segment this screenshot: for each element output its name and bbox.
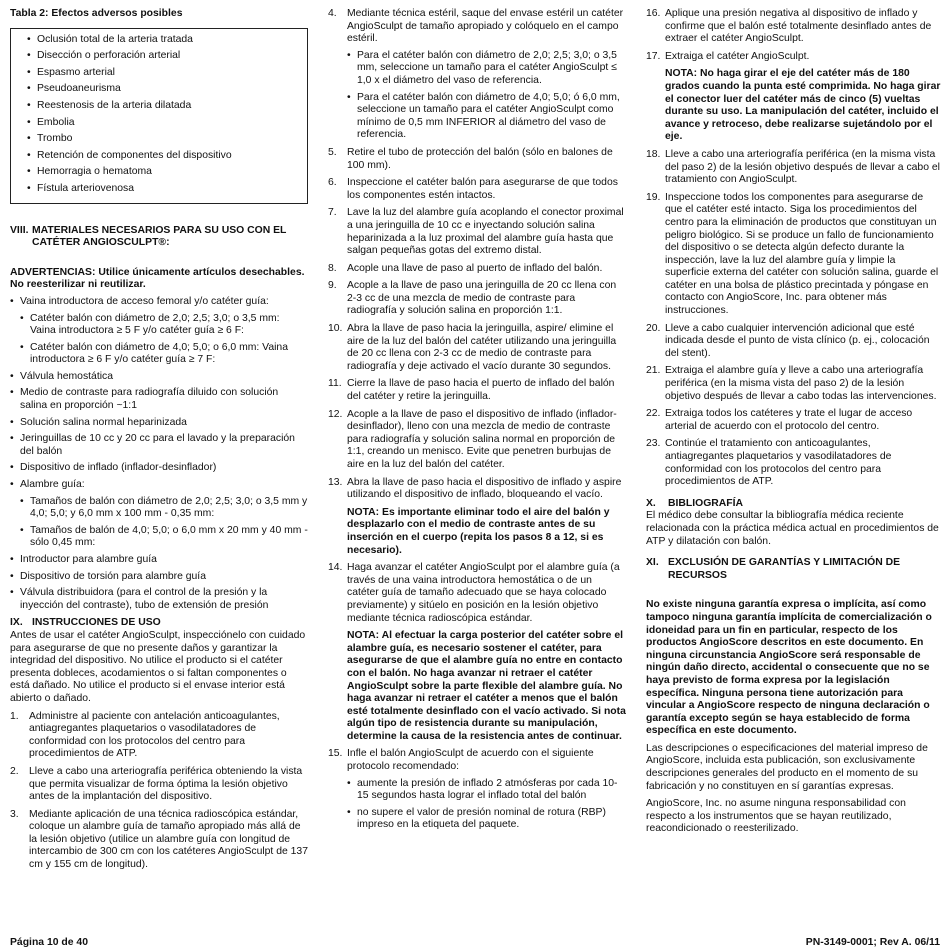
section-8-heading	[10, 225, 308, 250]
step-item	[328, 147, 626, 172]
section-number: IX.	[10, 617, 23, 629]
section-9-heading	[10, 617, 308, 630]
step-text: Extraiga el catéter AngioSculpt.	[665, 50, 810, 62]
list-item: • Pseudoaneurisma	[27, 81, 307, 98]
list-item: • Vaina introductora de acceso femoral y/o catéter guía:	[10, 296, 308, 309]
step-item	[646, 149, 942, 187]
section-title: BIBLIOGRAFÍA	[668, 497, 744, 509]
step-item	[328, 378, 626, 403]
step-number: 11.	[328, 378, 342, 390]
section-title: EXCLUSIÓN DE GARANTÍAS Y LIMITACIÓN DE RECURSOS	[668, 557, 901, 581]
list-item: • Medio de contraste para radiografía diluido con solución salina en proporción ~1:1	[10, 387, 308, 412]
step-number: 10.	[328, 323, 343, 335]
step-item	[646, 192, 942, 318]
step-number: 4.	[328, 8, 337, 19]
section-11-paragraph: AngioScore, Inc. no asume ninguna responsabilidad con respecto a los instrumentos que se hayan reutilizado, reacondicionado o reesterilizado.	[646, 798, 906, 835]
step-number: 19.	[646, 191, 661, 203]
step-text: Retire el tubo de protección del balón (sólo en balones de 100 mm).	[347, 146, 613, 171]
list-item: • Dispositivo de inflado (inflador-desinflador)	[10, 462, 308, 475]
step-item	[10, 711, 308, 761]
step-number: 17.	[646, 50, 661, 62]
step-text: Inspeccione todos los componentes para asegurarse de que el catéter esté intacto. Siga los procedimientos del centro para la eliminación de productos que constituyan un peligro biológico. Si se produce un fallo de funcionamiento del dispositivo o se detecta algún defecto durante la inspección, lave la luz del alambre guía y limpie la superficie externa del catéter con solución salina, guarde el catéter en una bolsa de plástico precintada y póngase en contacto con AngioScore, Inc. para obtener más instrucciones.	[665, 191, 939, 317]
step-text: Continúe el tratamiento con anticoagulantes, antiagregantes plaquetarios y vasodilatadores de conformidad con los protocolos del centro para procedimientos de ATP.	[665, 438, 892, 488]
step-subitem: • Para el catéter balón con diámetro de 2,0; 2,5; 3,0; o 3,5 mm, seleccione un tamaño para el catéter AngioSculpt ≤ 1,0 x el diámetro del vaso de referencia.	[347, 50, 626, 88]
step-item	[328, 477, 626, 558]
column-3	[646, 8, 942, 836]
list-item: • Válvula hemostática	[10, 371, 308, 384]
step-item	[646, 438, 942, 488]
list-item: • Retención de componentes del dispositivo	[27, 148, 307, 165]
column-1	[10, 8, 308, 872]
step-item	[328, 280, 626, 318]
step-item	[646, 8, 942, 46]
table2-title: Tabla 2: Efectos adversos posibles	[10, 8, 183, 19]
step-item	[328, 748, 626, 832]
step-text: Acople una llave de paso al puerto de inflado del balón.	[347, 262, 603, 274]
step-text: Acople a la llave de paso una jeringuilla de 20 cc llena con 2-3 cc de una mezcla de medio de contraste para radiografía y solución salina en proporción 1:1.	[347, 280, 617, 317]
step-number: 23.	[646, 438, 661, 450]
step-number: 2.	[10, 765, 19, 777]
section-number: XI.	[646, 557, 659, 569]
materials-list	[10, 296, 308, 612]
list-item: • Oclusión total de la arteria tratada	[27, 32, 307, 49]
step-item	[646, 365, 942, 403]
step-number: 16.	[646, 8, 661, 19]
list-item: • Hemorragia o hematoma	[27, 164, 307, 181]
step-number: 15.	[328, 748, 343, 760]
step-number: 22.	[646, 408, 661, 420]
step-subitem: • aumente la presión de inflado 2 atmósferas por cada 10-15 segundos hasta lograr el inflado total del balón	[347, 778, 626, 803]
step-number: 20.	[646, 322, 661, 334]
step-note: NOTA: No haga girar el eje del catéter más de 180 grados cuando la punta esté comprimida. No haga girar el conector luer del catéter más de cinco (5) vueltas durante su uso. La manipulación del catéter, incluido el avance y retroceso, debe realizarse sujetándolo por el eje.	[665, 68, 941, 143]
adverse-effects-table	[10, 28, 308, 204]
step-item	[646, 323, 942, 361]
list-item: • Embolia	[27, 115, 307, 132]
step-item	[10, 809, 308, 872]
step-number: 13.	[328, 476, 343, 488]
step-text: Mediante técnica estéril, saque del envase estéril un catéter AngioSculpt de tamaño apropiado y colóquelo en el campo estéril.	[347, 8, 624, 45]
step-number: 12.	[328, 408, 343, 420]
step-number: 9.	[328, 280, 337, 292]
section-10-heading	[646, 498, 942, 511]
column-2	[328, 8, 626, 832]
step-text: Lleve a cabo cualquier intervención adicional que esté indicada desde el punto de vista clínico (p. ej., colocación del stent).	[665, 322, 930, 359]
step-text: Mediante aplicación de una técnica radioscópica estándar, coloque un alambre guía de tamaño apropiado más allá de la lesión objetivo (utilice un alambre guía con longitud de intercambio de 300 cm con los catéteres AngioSculpt de 137 cm y 155 cm de longitud).	[29, 808, 308, 871]
list-item: • Reestenosis de la arteria dilatada	[27, 98, 307, 115]
step-number: 21.	[646, 365, 661, 377]
section-11-heading	[646, 557, 942, 582]
step-text: Haga avanzar el catéter AngioSculpt por el alambre guía (a través de una vaina introductora hemostática o de un catéter guía de tamaño adecuado que se haya colocado previamente) y sitúelo en posición en la lesión objetivo mediante técnica radioscópica estándar.	[347, 562, 620, 624]
list-item: • Introductor para alambre guía	[10, 554, 308, 567]
step-number: 7.	[328, 207, 337, 219]
step-text: Lleve a cabo una arteriografía periférica (en la misma vista del paso 2) de la lesión objetivo después de llevar a cabo el tratamiento con AngioSculpt.	[665, 148, 940, 186]
section-number: VIII.	[10, 224, 29, 236]
step-number: 1.	[10, 710, 19, 722]
step-number: 5.	[328, 146, 337, 158]
step-number: 6.	[328, 177, 337, 189]
step-text: Extraiga todos los catéteres y trate el lugar de acceso arterial de acuerdo con el protocolo del centro.	[665, 408, 913, 432]
step-text: Abra la llave de paso hacia el dispositivo de inflado y aspire utilizando el dispositivo de inflado, bloqueando el vacío.	[347, 476, 622, 501]
step-item	[328, 323, 626, 373]
step-note: NOTA: Es importante eliminar todo el aire del balón y desplazarlo con el medio de contraste antes de su inserción en el cuerpo (repita los pasos 8 a 12, si es necesario).	[347, 506, 610, 556]
section-title: MATERIALES NECESARIOS PARA SU USO CON EL CATÉTER ANGIOSCULPT®:	[32, 224, 287, 249]
list-item: • Jeringuillas de 10 cc y 20 cc para el lavado y la preparación del balón	[10, 433, 308, 458]
step-item	[328, 409, 626, 472]
list-subitem: • Catéter balón con diámetro de 2,0; 2,5; 3,0; o 3,5 mm: Vaina introductora ≥ 5 F y/o catéter guía ≥ 6 F:	[10, 313, 308, 338]
step-item	[646, 51, 942, 144]
section-11-paragraph: Las descripciones o especificaciones del material impreso de AngioScore, incluida esta publicación, son exclusivamente descripciones generales del producto en el momento de su fabricación y no constituyen en sí garantías expresas.	[646, 742, 928, 792]
step-text: Abra la llave de paso hacia la jeringuilla, aspire/ elimine el aire de la luz del balón del catéter utilizando una jeringuilla de 20 cc llena con 2-3 cc de medio de contraste para radiografía y deje activado el vacío durante 30 segundos.	[347, 323, 617, 372]
step-item	[646, 408, 942, 433]
step-text: Aplique una presión negativa al dispositivo de inflado y confirme que el balón esté totalmente desinflado antes de extraer el catéter AngioSculpt.	[665, 8, 932, 45]
list-item: • Disección o perforación arterial	[27, 48, 307, 65]
step-item	[10, 766, 308, 804]
step-number: 3.	[10, 808, 19, 820]
list-item: • Solución salina normal heparinizada	[10, 417, 308, 430]
step-text: Lleve a cabo una arteriografía periférica obteniendo la vista que permita visualizar de forma óptima la lesión objetivo antes de la implantación del dispositivo.	[29, 765, 303, 803]
section-9-intro: Antes de usar el catéter AngioSculpt, inspecciónelo con cuidado para asegurarse de que no presente daños y garantizar la integridad del dispositivo. No utilice el producto si el catéter presenta dobleces, acodamientos o si faltan componentes o está dañado. No utilice el producto si el envase interior está abierto o dañado.	[10, 629, 306, 704]
step-item	[328, 177, 626, 202]
step-text: Acople a la llave de paso el dispositivo de inflado (inflador-desinflador), lleno con una mezcla de medio de contraste para radiografía y solución salina normal en proporción de 1:1, creando un menisco. Evite que penetren burbujas de aire en la luz del balón del catéter.	[347, 408, 617, 470]
step-text: Cierre la llave de paso hacia el puerto de inflado del balón del catéter y retire la jeringuilla.	[347, 378, 615, 403]
list-subitem: • Catéter balón con diámetro de 4,0; 5,0; o 6,0 mm: Vaina introductora ≥ 6 F y/o catéter guía ≥ 7 F:	[10, 342, 308, 367]
list-item: • Espasmo arterial	[27, 65, 307, 82]
page-number: Página 10 de 40	[10, 937, 88, 948]
step-text: Administre al paciente con antelación anticoagulantes, antiagregantes plaquetarios o vasodilatadores de conformidad con los protocolos del centro para procedimientos de ATP.	[29, 710, 280, 760]
list-subitem: • Tamaños de balón de 4,0; 5,0; o 6,0 mm x 20 mm y 40 mm - sólo 0,45 mm:	[10, 525, 308, 550]
step-number: 14.	[328, 562, 343, 574]
step-number: 18.	[646, 148, 661, 160]
step-text: Lave la luz del alambre guía acoplando el conector proximal a una jeringuilla de 10 cc e inyectando solución salina heparinizada a la luz proximal del alambre guía hasta que salgan pequeñas gotas del extremo distal.	[347, 207, 624, 257]
list-item: • Dispositivo de torsión para alambre guía	[10, 571, 308, 584]
list-item: • Alambre guía:	[10, 479, 308, 492]
step-text: Infle el balón AngioSculpt de acuerdo con el siguiente protocolo recomendado:	[347, 748, 594, 773]
step-subitem: • no supere el valor de presión nominal de rotura (RBP) impreso en la etiqueta del paquete.	[347, 807, 626, 832]
warning-text: ADVERTENCIAS: Utilice únicamente artículos desechables. No reesterilizar ni reutilizar.	[10, 266, 305, 291]
list-item: • Válvula distribuidora (para el control de la presión y la inyección del contraste), tubo de extensión de presión	[10, 587, 308, 612]
warranty-disclaimer: No existe ninguna garantía expresa o implícita, así como tampoco ninguna garantía implícita de comercialización o idoneidad para un fin en particular, respecto de los productos AngioScore descritos en este documento. En ninguna circunstancia AngioScore será responsable de ningún daño directo, accidental o consecuente que no se haya previsto de forma expresa por la legislación específica. Ninguna persona tiene autorización para vincular a AngioScore respecto de ninguna declaración o garantía excepto según se haya establecido de forma específica en este documento.	[646, 599, 932, 737]
list-item: • Fístula arteriovenosa	[27, 181, 307, 198]
step-number: 8.	[328, 262, 337, 274]
section-10-text: El médico debe consultar la bibliografía médica reciente relacionada con la práctica médica actual en procedimientos de ATP y dilatación con balón.	[646, 510, 939, 547]
document-number: PN-3149-0001; Rev A. 06/11	[805, 937, 940, 948]
step-item	[328, 8, 626, 142]
section-number: X.	[646, 497, 656, 509]
step-item	[328, 562, 626, 743]
list-item: • Trombo	[27, 131, 307, 148]
step-note: NOTA: Al efectuar la carga posterior del catéter sobre el alambre guía, es necesario sostener el catéter, para asegurarse de que el alambre guía no entre en contacto con el balón. No haga avanzar ni retraer el catéter AngioSculpt sobre la parte flexible del alambre guía. No haga avanzar ni retraer el catéter a menos que el balón esté totalmente desinflado con el vacío activado. Si nota algún tipo de resistencia durante su manipulación, determine la causa de la resistencia antes de continuar.	[347, 630, 626, 742]
step-item	[328, 263, 626, 276]
step-text: Extraiga el alambre guía y lleve a cabo una arteriografía periférica (en la misma vista del paso 2) de la lesión objetivo después de llevar a cabo todas las intervenciones.	[665, 365, 937, 402]
step-subitem: • Para el catéter balón con diámetro de 4,0; 5,0; ó 6,0 mm, seleccione un tamaño para el catéter AngioSculpt como mínimo de 0,5 mm INFERIOR al diámetro del vaso de referencia.	[347, 92, 626, 142]
list-subitem: • Tamaños de balón con diámetro de 2,0; 2,5; 3,0; o 3,5 mm y 4,0; 5,0; y 6,0 mm x 100 mm - 0,35 mm:	[10, 496, 308, 521]
section-title: INSTRUCCIONES DE USO	[32, 617, 161, 629]
step-text: Inspeccione el catéter balón para asegurarse de que todos los componentes estén intactos.	[347, 177, 618, 201]
step-item	[328, 207, 626, 257]
